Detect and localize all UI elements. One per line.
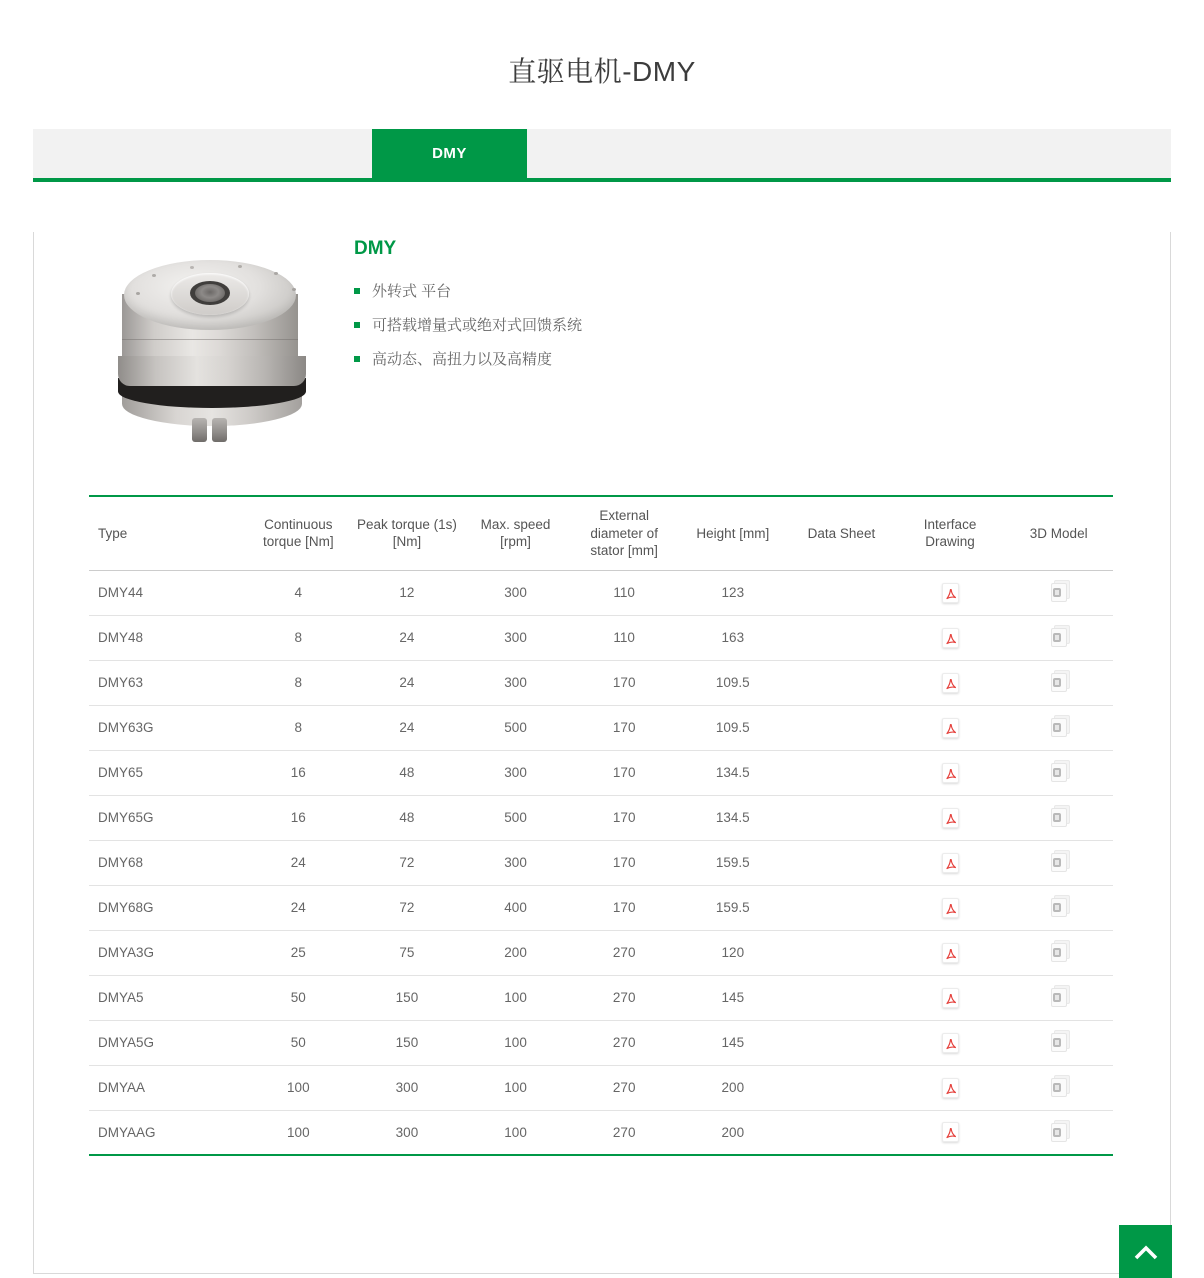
cell-peak-torque: 48 (353, 795, 462, 840)
cell-interface-drawing (896, 975, 1005, 1020)
cell-3d-model (1004, 750, 1113, 795)
cell-height: 163 (679, 615, 788, 660)
cell-stator-diameter: 170 (570, 795, 679, 840)
cell-3d-model (1004, 930, 1113, 975)
feature-list (354, 280, 582, 369)
pdf-icon[interactable] (942, 1033, 959, 1053)
tab-underline (33, 178, 1171, 182)
pdf-icon[interactable] (942, 943, 959, 963)
cell-type: DMY65 (89, 750, 244, 795)
cell-interface-drawing (896, 795, 1005, 840)
cell-max-speed: 300 (461, 615, 570, 660)
cell-type: DMYA3G (89, 930, 244, 975)
cube-glyph (1053, 813, 1061, 822)
cell-stator-diameter: 170 (570, 705, 679, 750)
product-section (110, 232, 1170, 445)
cell-continuous-torque: 8 (244, 705, 353, 750)
cell-3d-model (1004, 975, 1113, 1020)
pdf-icon[interactable] (942, 898, 959, 918)
table-row (89, 795, 1113, 840)
motor-image-layer (192, 418, 207, 442)
cell-data-sheet (787, 660, 896, 705)
cell-3d-model (1004, 570, 1113, 615)
cell-peak-torque: 75 (353, 930, 462, 975)
table-row (89, 885, 1113, 930)
cell-type: DMYA5 (89, 975, 244, 1020)
3d-model-icon[interactable] (1051, 898, 1067, 917)
cell-data-sheet (787, 705, 896, 750)
cell-3d-model (1004, 1110, 1113, 1155)
cell-3d-model (1004, 615, 1113, 660)
cell-data-sheet (787, 1020, 896, 1065)
bullet-icon (354, 322, 360, 328)
cell-type: DMY63 (89, 660, 244, 705)
feature-text: 高动态、高扭力以及高精度 (372, 351, 553, 368)
cell-height: 145 (679, 975, 788, 1020)
header-continuous-torque: Continuous torque [Nm] (244, 496, 353, 570)
cell-max-speed: 500 (461, 705, 570, 750)
cell-type: DMY68G (89, 885, 244, 930)
3d-model-icon[interactable] (1051, 673, 1067, 692)
cell-data-sheet (787, 1110, 896, 1155)
cell-height: 159.5 (679, 885, 788, 930)
table-row (89, 930, 1113, 975)
tab-dmy[interactable]: DMY (372, 129, 527, 178)
cell-max-speed: 300 (461, 750, 570, 795)
cell-continuous-torque: 4 (244, 570, 353, 615)
pdf-icon[interactable] (942, 718, 959, 738)
cell-peak-torque: 72 (353, 885, 462, 930)
bullet-icon (354, 356, 360, 362)
cell-3d-model (1004, 1020, 1113, 1065)
pdf-icon[interactable] (942, 988, 959, 1008)
cube-glyph (1053, 903, 1061, 912)
cell-3d-model (1004, 840, 1113, 885)
cell-continuous-torque: 8 (244, 615, 353, 660)
cell-max-speed: 500 (461, 795, 570, 840)
cell-type: DMYA5G (89, 1020, 244, 1065)
cell-peak-torque: 150 (353, 975, 462, 1020)
cell-3d-model (1004, 705, 1113, 750)
cell-type: DMY48 (89, 615, 244, 660)
pdf-icon[interactable] (942, 763, 959, 783)
cell-peak-torque: 24 (353, 705, 462, 750)
pdf-icon[interactable] (942, 808, 959, 828)
motor-image-layer (118, 356, 306, 386)
motor-image-layer (195, 284, 225, 302)
motor-image-layer (134, 268, 138, 271)
motor-image-layer (122, 339, 298, 340)
cube-glyph (1053, 768, 1061, 777)
cell-3d-model (1004, 1065, 1113, 1110)
3d-model-icon[interactable] (1051, 853, 1067, 872)
cell-peak-torque: 24 (353, 615, 462, 660)
cell-interface-drawing (896, 570, 1005, 615)
cube-glyph (1053, 723, 1061, 732)
cell-max-speed: 100 (461, 1110, 570, 1155)
3d-model-icon[interactable] (1051, 1078, 1067, 1097)
cell-height: 159.5 (679, 840, 788, 885)
cell-continuous-torque: 100 (244, 1110, 353, 1155)
cell-interface-drawing (896, 930, 1005, 975)
feature-text: 可搭载增量式或绝对式回馈系统 (372, 317, 583, 334)
cell-continuous-torque: 16 (244, 795, 353, 840)
product-info (354, 232, 582, 445)
cell-data-sheet (787, 930, 896, 975)
cell-data-sheet (787, 750, 896, 795)
table-header-row (89, 496, 1113, 570)
cell-max-speed: 100 (461, 1065, 570, 1110)
cell-peak-torque: 300 (353, 1065, 462, 1110)
cell-peak-torque: 72 (353, 840, 462, 885)
cell-data-sheet (787, 975, 896, 1020)
cell-peak-torque: 48 (353, 750, 462, 795)
back-to-top-button[interactable] (1119, 1225, 1172, 1278)
table-body (89, 570, 1113, 1155)
feature-text: 外转式 平台 (372, 283, 452, 300)
cell-stator-diameter: 170 (570, 750, 679, 795)
product-image (110, 260, 308, 445)
3d-model-icon[interactable] (1051, 943, 1067, 962)
cell-continuous-torque: 16 (244, 750, 353, 795)
cell-data-sheet (787, 795, 896, 840)
page-title: 直驱电机-DMY (508, 56, 696, 87)
cell-height: 109.5 (679, 660, 788, 705)
pdf-icon[interactable] (942, 1122, 959, 1142)
cell-stator-diameter: 110 (570, 615, 679, 660)
3d-model-icon[interactable] (1051, 763, 1067, 782)
cell-type: DMYAA (89, 1065, 244, 1110)
header-type: Type (89, 496, 244, 570)
cell-max-speed: 400 (461, 885, 570, 930)
cell-max-speed: 100 (461, 975, 570, 1020)
cell-data-sheet (787, 615, 896, 660)
header-3d-model: 3D Model (1004, 496, 1113, 570)
cell-continuous-torque: 100 (244, 1065, 353, 1110)
cell-interface-drawing (896, 1065, 1005, 1110)
cell-max-speed: 300 (461, 570, 570, 615)
cell-max-speed: 300 (461, 660, 570, 705)
cell-continuous-torque: 25 (244, 930, 353, 975)
cube-glyph (1053, 1038, 1061, 1047)
header-peak-torque: Peak torque (1s) [Nm] (353, 496, 462, 570)
cell-3d-model (1004, 660, 1113, 705)
pdf-icon[interactable] (942, 583, 959, 603)
cube-glyph (1053, 678, 1061, 687)
cell-continuous-torque: 8 (244, 660, 353, 705)
cube-glyph (1053, 1128, 1061, 1137)
feature-item (354, 348, 582, 369)
cell-continuous-torque: 24 (244, 885, 353, 930)
tab-bar (33, 129, 1171, 178)
bullet-icon (354, 288, 360, 294)
cell-height: 200 (679, 1110, 788, 1155)
3d-model-icon[interactable] (1051, 1123, 1067, 1142)
table-row (89, 975, 1113, 1020)
3d-model-icon[interactable] (1051, 718, 1067, 737)
cell-peak-torque: 12 (353, 570, 462, 615)
cell-height: 120 (679, 930, 788, 975)
cell-interface-drawing (896, 750, 1005, 795)
product-name: DMY (354, 238, 397, 259)
cell-stator-diameter: 110 (570, 570, 679, 615)
cell-height: 200 (679, 1065, 788, 1110)
table-row (89, 840, 1113, 885)
table-row (89, 1065, 1113, 1110)
pdf-icon[interactable] (942, 853, 959, 873)
pdf-icon[interactable] (942, 1078, 959, 1098)
cell-continuous-torque: 50 (244, 1020, 353, 1065)
motor-image-layer (212, 418, 227, 442)
3d-model-icon[interactable] (1051, 808, 1067, 827)
cell-interface-drawing (896, 660, 1005, 705)
cell-peak-torque: 300 (353, 1110, 462, 1155)
table-row (89, 750, 1113, 795)
cell-type: DMYAAG (89, 1110, 244, 1155)
cell-stator-diameter: 170 (570, 840, 679, 885)
cell-interface-drawing (896, 615, 1005, 660)
cell-continuous-torque: 50 (244, 975, 353, 1020)
header-max-speed: Max. speed [rpm] (461, 496, 570, 570)
cell-data-sheet (787, 885, 896, 930)
cell-max-speed: 200 (461, 930, 570, 975)
cell-stator-diameter: 270 (570, 1020, 679, 1065)
header-interface-drawing: Interface Drawing (896, 496, 1005, 570)
cell-type: DMY44 (89, 570, 244, 615)
3d-model-icon[interactable] (1051, 1033, 1067, 1052)
cube-glyph (1053, 1083, 1061, 1092)
3d-model-icon[interactable] (1051, 583, 1067, 602)
cube-glyph (1053, 993, 1061, 1002)
cell-height: 134.5 (679, 795, 788, 840)
table-row (89, 1110, 1113, 1155)
cell-continuous-torque: 24 (244, 840, 353, 885)
cube-glyph (1053, 858, 1061, 867)
3d-model-icon[interactable] (1051, 628, 1067, 647)
cube-glyph (1053, 633, 1061, 642)
cell-interface-drawing (896, 840, 1005, 885)
feature-item (354, 280, 582, 301)
chevron-up-icon (1133, 1244, 1159, 1260)
cell-height: 134.5 (679, 750, 788, 795)
feature-item (354, 314, 582, 335)
cell-stator-diameter: 270 (570, 1065, 679, 1110)
header-data-sheet: Data Sheet (787, 496, 896, 570)
cell-type: DMY68 (89, 840, 244, 885)
cell-stator-diameter: 170 (570, 885, 679, 930)
table-row (89, 1020, 1113, 1065)
cell-peak-torque: 150 (353, 1020, 462, 1065)
cell-interface-drawing (896, 1020, 1005, 1065)
cell-3d-model (1004, 795, 1113, 840)
table-row (89, 615, 1113, 660)
header-stator-diameter: External diameter of stator [mm] (570, 496, 679, 570)
cell-max-speed: 100 (461, 1020, 570, 1065)
cell-type: DMY65G (89, 795, 244, 840)
cell-interface-drawing (896, 705, 1005, 750)
cell-data-sheet (787, 840, 896, 885)
cell-height: 123 (679, 570, 788, 615)
table-row (89, 705, 1113, 750)
cell-max-speed: 300 (461, 840, 570, 885)
cell-3d-model (1004, 885, 1113, 930)
cell-stator-diameter: 270 (570, 1110, 679, 1155)
cell-stator-diameter: 170 (570, 660, 679, 705)
header-height: Height [mm] (679, 496, 788, 570)
spec-table (89, 495, 1113, 1156)
cell-type: DMY63G (89, 705, 244, 750)
cell-peak-torque: 24 (353, 660, 462, 705)
cell-height: 109.5 (679, 705, 788, 750)
table-row (89, 570, 1113, 615)
3d-model-icon[interactable] (1051, 988, 1067, 1007)
cell-data-sheet (787, 570, 896, 615)
cell-interface-drawing (896, 885, 1005, 930)
pdf-icon[interactable] (942, 673, 959, 693)
cube-glyph (1053, 588, 1061, 597)
cell-stator-diameter: 270 (570, 975, 679, 1020)
table-header (89, 496, 1113, 570)
cube-glyph (1053, 948, 1061, 957)
cell-interface-drawing (896, 1110, 1005, 1155)
cell-data-sheet (787, 1065, 896, 1110)
table-row (89, 660, 1113, 705)
cell-height: 145 (679, 1020, 788, 1065)
content-panel (33, 232, 1171, 1274)
pdf-icon[interactable] (942, 628, 959, 648)
cell-stator-diameter: 270 (570, 930, 679, 975)
